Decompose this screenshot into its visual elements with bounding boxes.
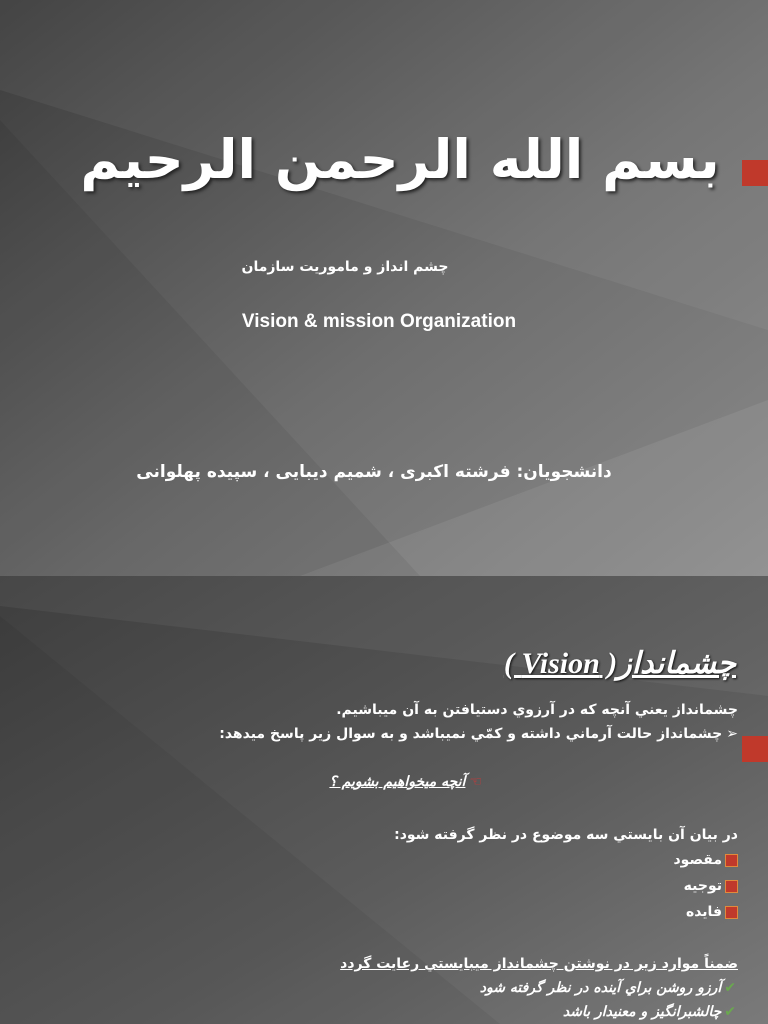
slide-heading: چشمانداز( Vision ) bbox=[503, 647, 736, 680]
vision-slide bbox=[0, 576, 768, 1024]
question-text: آنچه ميخواهيم بشويم ؟ bbox=[329, 774, 466, 790]
list-item: مقصود bbox=[673, 852, 738, 868]
hand-pointer-icon: ☜ bbox=[469, 774, 482, 790]
students-names: دانشجویان: فرشته اکبری ، شمیم دیبایی ، سپیده پهلوانی bbox=[136, 462, 612, 482]
square-bullet-icon bbox=[725, 880, 738, 893]
subtitle-persian: چشم انداز و ماموریت سازمان bbox=[241, 259, 449, 275]
square-bullet-icon bbox=[725, 854, 738, 867]
page-title: بسم الله الرحمن الرحیم bbox=[80, 128, 720, 191]
question-line bbox=[329, 774, 482, 790]
check-mark-icon: ✔ bbox=[724, 1004, 736, 1020]
list-item: ✔چالشبرانگيز و معنيدار باشد bbox=[562, 1004, 736, 1020]
accent-square bbox=[742, 736, 768, 762]
list-item: ✔آرزو روشن براي آينده در نظر گرفته شود bbox=[479, 980, 736, 996]
check-mark-icon: ✔ bbox=[724, 980, 736, 996]
vision-definition: چشمانداز يعني آنچه كه در آرزوي دستيافتن به آن ميباشيم. bbox=[336, 702, 738, 718]
arrow-bullet-icon: ➢ bbox=[726, 726, 738, 742]
notes-title: ضمناً موارد زير در نوشتن چشمانداز ميبايستي رعايت گردد bbox=[340, 956, 738, 972]
topics-intro: در بيان آن بايستي سه موضوع در نظر گرفته شود: bbox=[394, 827, 738, 843]
vision-description-text: چشمانداز حالت آرماني داشته و كمّي نميباشد و به سوال زير پاسخ ميدهد: bbox=[219, 726, 723, 742]
vision-description bbox=[219, 726, 738, 742]
subtitle-english: Vision & mission Organization bbox=[241, 311, 517, 332]
square-bullet-icon bbox=[725, 906, 738, 919]
list-item: فايده bbox=[686, 904, 738, 920]
list-item: توجيه bbox=[684, 878, 738, 894]
